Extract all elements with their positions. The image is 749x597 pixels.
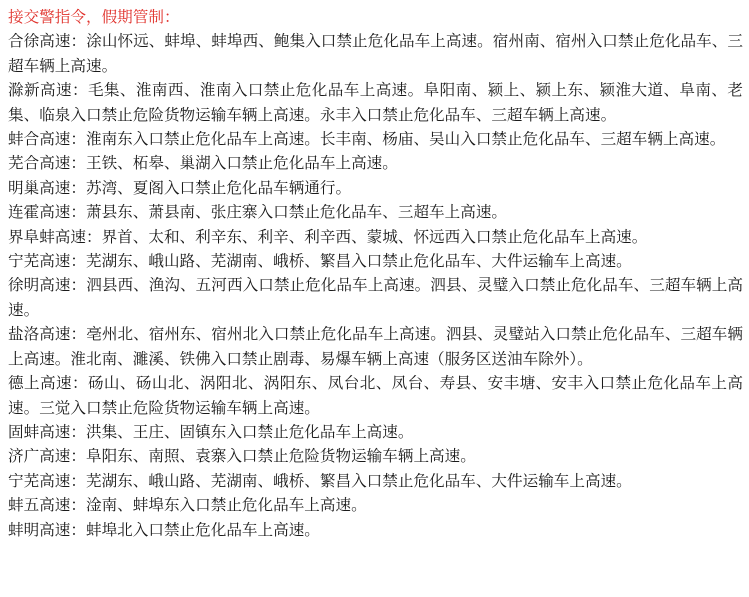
- entry-text: 亳州北、宿州东、宿州北入口禁止危化品车上高速。泗县、灵璧站入口禁止危化品车、三超车辆上高速。淮北南、濉溪、铁佛入口禁止剧毒、易爆车辆上高速（服务区送油车除外）。: [8, 325, 743, 368]
- entry-text: 王铁、柘皋、巢湖入口禁止危化品车上高速。: [85, 154, 398, 173]
- entry-jiefubeng: [8, 225, 743, 249]
- road-name: 宁芜高速：: [8, 252, 86, 271]
- entry-ningwu-2: [8, 469, 743, 493]
- road-name: 芜合高速：: [8, 154, 86, 173]
- entry-deshang: [8, 371, 743, 420]
- entry-text: 蚌埠北入口禁止危化品车上高速。: [85, 520, 320, 539]
- notice-heading: 接交警指令，假期管制：: [8, 8, 180, 26]
- road-name: 连霍高速：: [8, 203, 86, 222]
- road-name: 徐明高速：: [8, 276, 87, 295]
- entry-mingchao: [8, 176, 743, 200]
- entry-text: 泗县西、渔沟、五河西入口禁止危化品车上高速。泗县、灵璧入口禁止危化品车、三超车辆上高速。: [8, 276, 743, 319]
- entry-text: 苏湾、夏阁入口禁止危化品车辆通行。: [85, 178, 352, 197]
- entry-text: 阜阳东、南照、袁寨入口禁止危险货物运输车辆上高速。: [85, 447, 476, 466]
- entry-text: 洪集、王庄、固镇东入口禁止危化品车上高速。: [85, 422, 414, 441]
- entry-bengming: [8, 518, 743, 542]
- entry-chuxin: [8, 78, 743, 127]
- entry-text: 萧县东、萧县南、张庄寨入口禁止危化品车、三超车上高速。: [85, 203, 508, 222]
- entry-yanluo: [8, 322, 743, 371]
- road-name: 蚌合高速：: [8, 130, 86, 149]
- road-name: 宁芜高速：: [8, 471, 86, 490]
- road-name: 蚌明高速：: [8, 520, 86, 539]
- road-name: 蚌五高速：: [8, 496, 86, 515]
- road-name: 界阜蚌高速：: [8, 227, 102, 246]
- entry-jiguang: [8, 444, 743, 468]
- entry-text: 涂山怀远、蚌埠、蚌埠西、鲍集入口禁止危化品车上高速。宿州南、宿州入口禁止危化品车、三超车辆上高速。: [8, 32, 743, 75]
- entry-text: 界首、太和、利辛东、利辛、利辛西、蒙城、怀远西入口禁止危化品车上高速。: [101, 227, 648, 246]
- entry-wuhe: [8, 151, 743, 175]
- entry-gubeng: [8, 420, 743, 444]
- entry-text: 毛集、淮南西、淮南入口禁止危化品车上高速。阜阳南、颍上、颍上东、颍淮大道、阜南、老集、临泉入口禁止危险货物运输车辆上高速。永丰入口禁止危化品车、三超车辆上高速。: [8, 81, 743, 124]
- entry-lianhuo: [8, 200, 743, 224]
- entry-text: 淮南东入口禁止危化品车上高速。长丰南、杨庙、吴山入口禁止危化品车、三超车辆上高速。: [85, 130, 726, 149]
- road-name: 滁新高速：: [8, 81, 88, 100]
- entry-xuming: [8, 273, 743, 322]
- entry-hexu: [8, 29, 743, 78]
- entry-ningwu-1: [8, 249, 743, 273]
- road-name: 济广高速：: [8, 447, 86, 466]
- road-name: 盐洛高速：: [8, 325, 87, 344]
- entry-bengwu: [8, 493, 743, 517]
- entry-text: 芜湖东、峨山路、芜湖南、峨桥、繁昌入口禁止危化品车、大件运输车上高速。: [85, 252, 632, 271]
- entry-text: 淦南、蚌埠东入口禁止危化品车上高速。: [85, 496, 367, 515]
- entry-text: 砀山、砀山北、涡阳北、涡阳东、凤台北、凤台、寿县、安丰塘、安丰入口禁止危化品车上高速。三觉入口禁止危险货物运输车辆上高速。: [8, 374, 743, 417]
- road-name: 德上高速：: [8, 374, 88, 393]
- entry-benghe: [8, 127, 743, 151]
- road-name: 固蚌高速：: [8, 422, 86, 441]
- entry-text: 芜湖东、峨山路、芜湖南、峨桥、繁昌入口禁止危化品车、大件运输车上高速。: [85, 471, 632, 490]
- road-name: 合徐高速：: [8, 32, 87, 51]
- road-name: 明巢高速：: [8, 178, 86, 197]
